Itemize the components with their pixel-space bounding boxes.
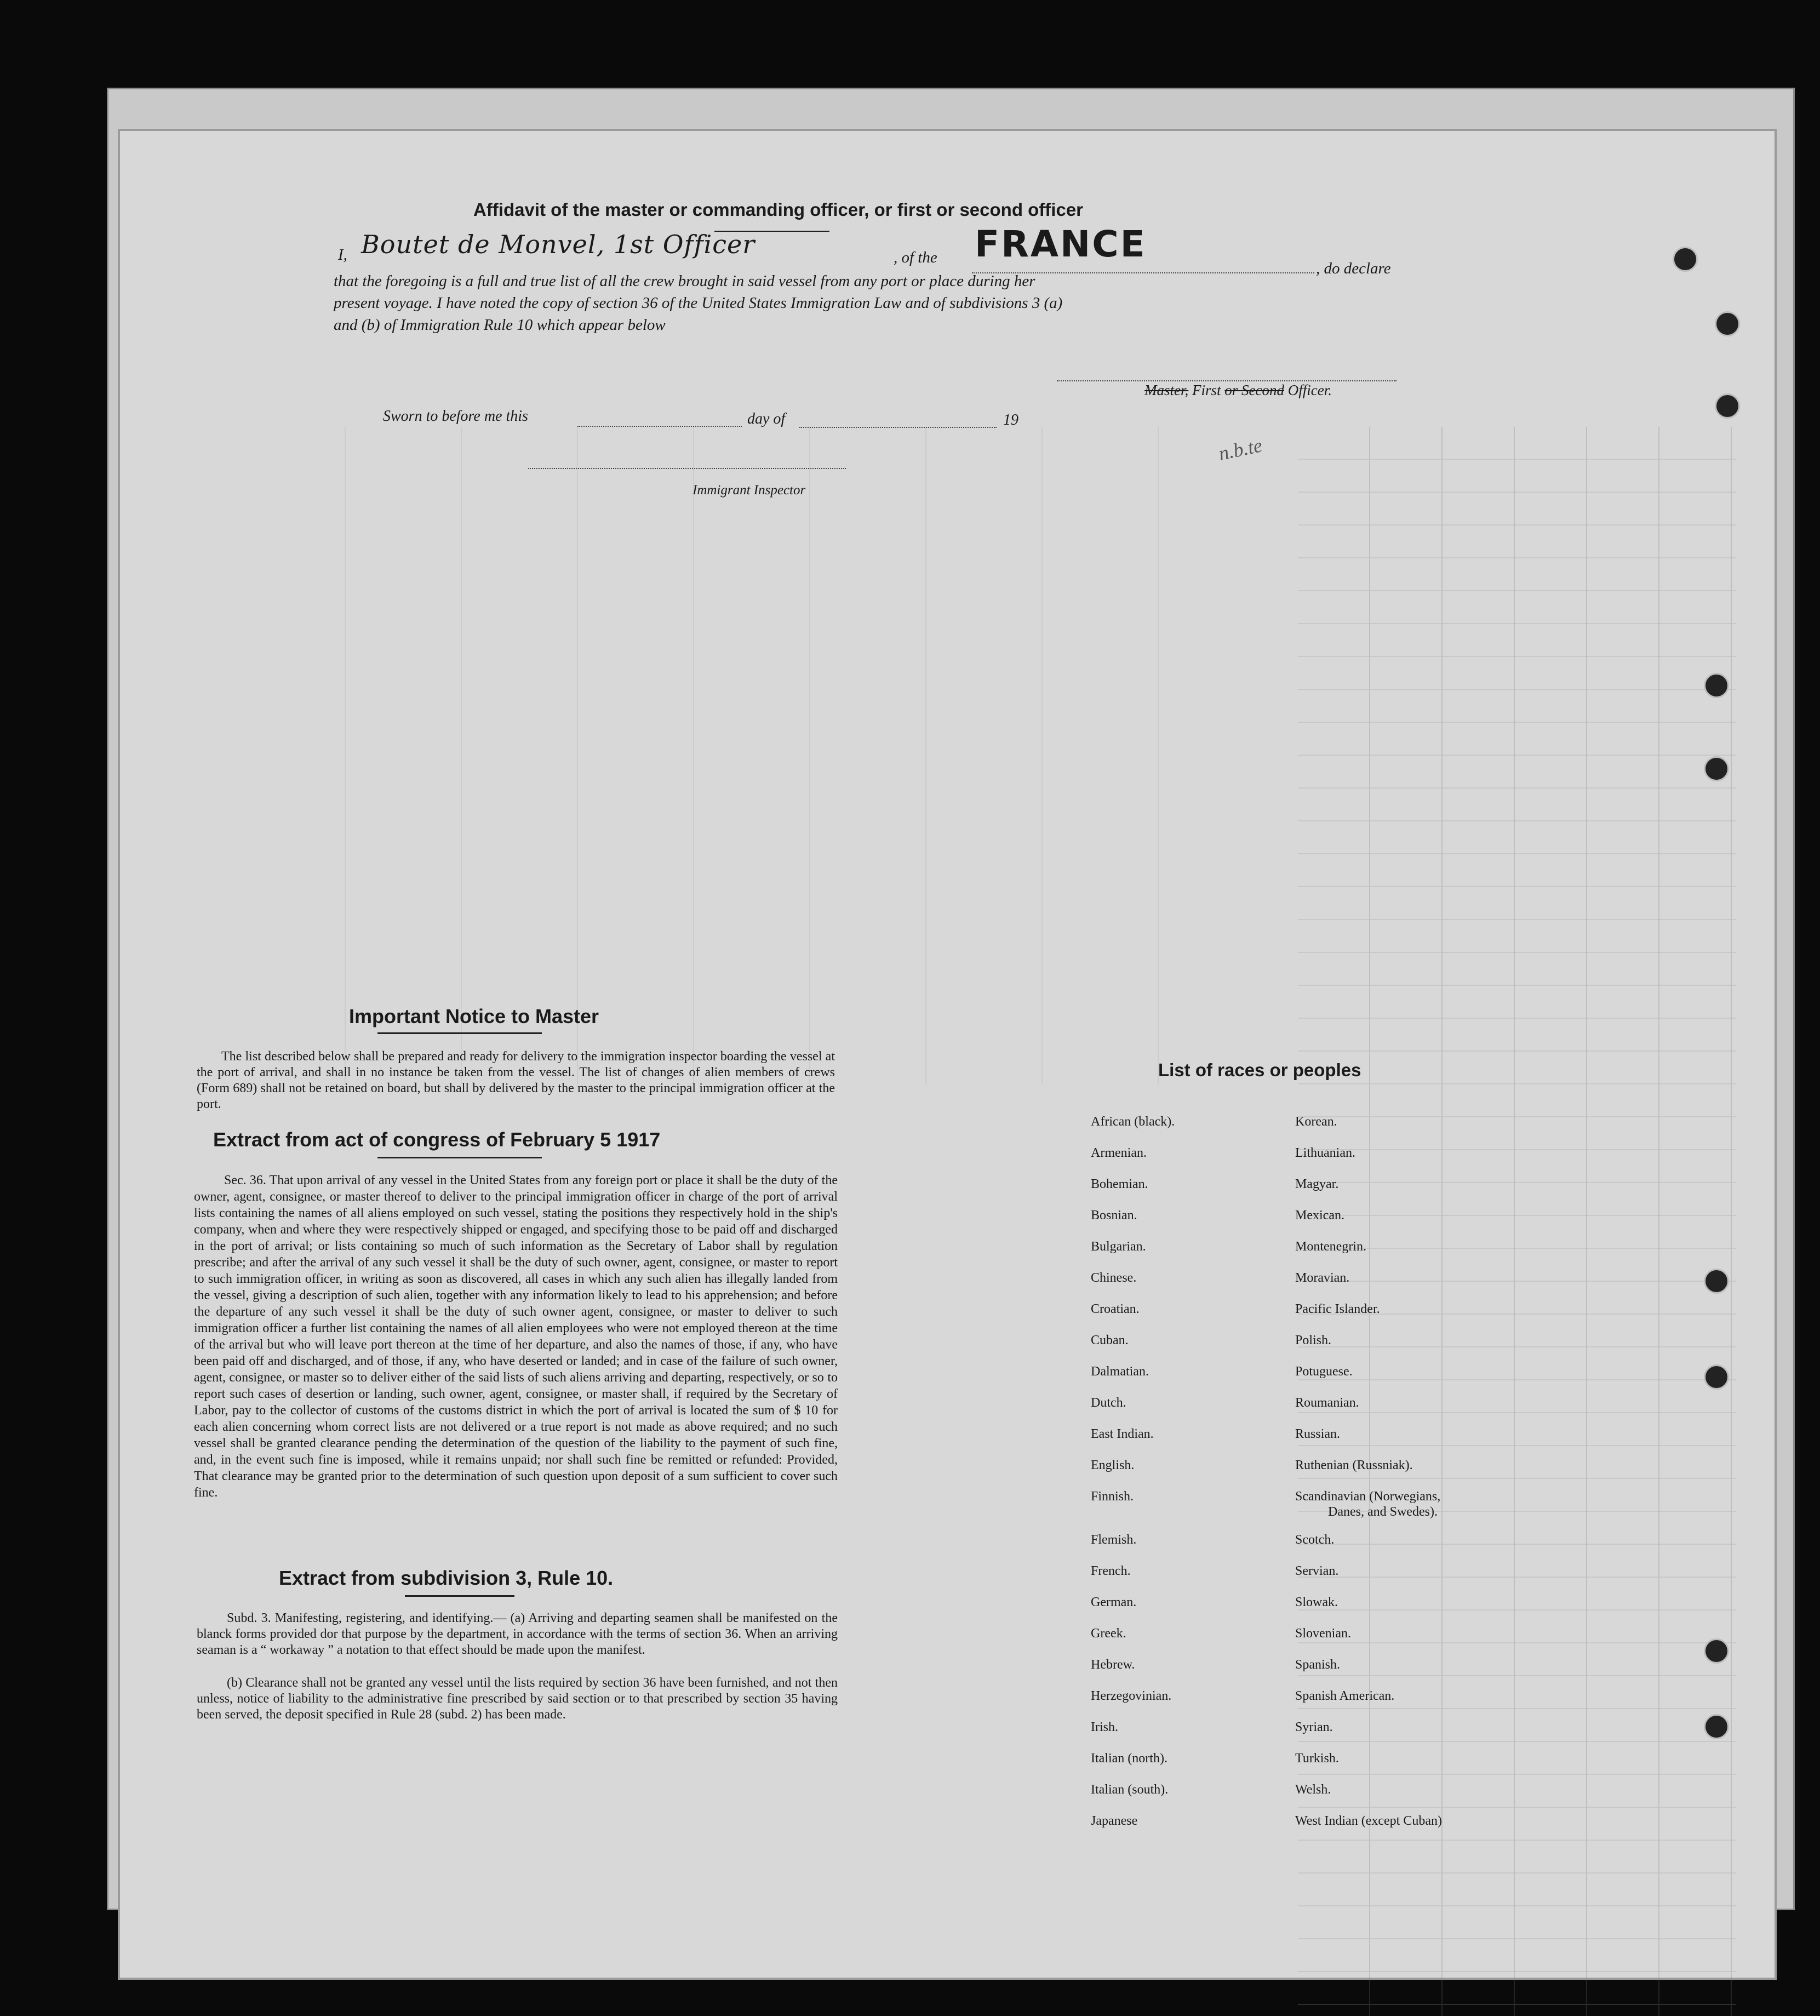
affidavit-title: Affidavit of the master or commanding officer, or first or second officer [473, 199, 1084, 220]
notice-title: Important Notice to Master [349, 1005, 599, 1027]
race-item: Greek. [1091, 1626, 1126, 1641]
race-item: East Indian. [1091, 1427, 1154, 1441]
race-item: Scandinavian (Norwegians, [1295, 1489, 1441, 1504]
race-item: French. [1091, 1564, 1131, 1578]
race-item: Moravian. [1295, 1271, 1350, 1285]
race-item-continuation: Danes, and Swedes). [1328, 1505, 1438, 1519]
race-item: Bohemian. [1091, 1177, 1148, 1191]
faded-manifest-columns [230, 427, 1270, 1084]
inspector-signature-line [528, 468, 846, 469]
race-item: Spanish. [1295, 1658, 1341, 1672]
punch-hole [1704, 1269, 1729, 1294]
race-item: Slowak. [1295, 1595, 1338, 1609]
race-item: Magyar. [1295, 1177, 1339, 1191]
punch-hole [1704, 1364, 1729, 1390]
race-item: Dutch. [1091, 1396, 1126, 1410]
punch-hole [1704, 756, 1729, 781]
faded-manifest-grid [1298, 427, 1736, 2016]
race-item: Flemish. [1091, 1533, 1137, 1547]
race-item: Servian. [1295, 1564, 1339, 1578]
race-item: Russian. [1295, 1427, 1341, 1441]
race-item: Cuban. [1091, 1333, 1129, 1347]
punch-hole [1704, 1638, 1729, 1664]
races-list-title: List of races or peoples [1158, 1060, 1361, 1080]
punch-hole [1704, 1714, 1729, 1739]
race-item: Welsh. [1295, 1783, 1331, 1797]
race-item: German. [1091, 1595, 1137, 1609]
race-item: Bulgarian. [1091, 1240, 1146, 1254]
race-item: Italian (north). [1091, 1751, 1167, 1766]
officer-master: Master, [1144, 382, 1189, 398]
race-item: Scotch. [1295, 1533, 1335, 1547]
year-prefix: 19 [1003, 412, 1018, 429]
officer-title [1144, 382, 1332, 399]
race-item: English. [1091, 1458, 1135, 1472]
section-36-text: Sec. 36. That upon arrival of any vessel in the United States from any foreign port or place it shall be the duty of the owner, agent, consignee, or master thereof to deliver to the principal immigration officer in charge of the port of arrival lists containing the names of all aliens employed on such vessel, stating the positions they respectively hold in the ship's company, when and where they were respectively shipped or engaged, and specifying those to be paid off and discharged in the port of arrival; or lists containing so much of such information as the Secretary of Labor shall by regulation prescribe; and after the arrival of any such vessel it shall be the duty of such owner, agent, consignee, or master to report to such immigration officer, in writing as soon as discovered, all cases in which any such alien has illegally landed from the vessel, giving a description of such alien, together with any information likely to lead to his apprehension; and before the departure of any such vessel it shall be the duty of such owner agent, consignee, or master to deliver to such immigration officer a further list containing the names of all alien employees who were not employed thereon at the time of the arrival but who will leave port thereon at the time of her departure, and also the names of those, if any, who have been paid off and discharged, and of those, if any, who have deserted or landed; and in case of the failure of such owner, agent, consignee, or master so to deliver either of the said lists of such aliens arriving and departing, respectively, or so to report such cases of desertion or landing, such owner, agent, consignee, or master shall, if required by the Secretary of Labor, pay to the collector of customs of the customs district in which the port of arrival is located the sum of $ 10 for each alien concerning whom correct lists are not delivered or a true report is not made as above required; and no such vessel shall be granted clearance pending the determination of the question of the liability to the payment of such fine, and, in the event such fine is imposed, while it remains unpaid; nor shall such fine be remitted or refunded: Provided, That clearance may be granted prior to the determination of such question upon deposit of a sum sufficient to cover such fine. [194, 1173, 838, 1500]
rule-extract-rule [405, 1595, 514, 1597]
sworn-text: Sworn to before me this [383, 408, 528, 425]
affidavit-page [118, 129, 1777, 1980]
race-item: Lithuanian. [1295, 1146, 1355, 1160]
vessel-name: FRANCE [975, 223, 1147, 265]
punch-hole [1715, 393, 1740, 419]
act-extract-title: Extract from act of congress of February 5 1917 [213, 1128, 661, 1151]
handwritten-initials: n.b.te [1216, 434, 1264, 465]
sworn-month-line [799, 427, 997, 428]
officer-first: First [1188, 382, 1225, 398]
officer-second: or Second [1224, 382, 1284, 398]
affidavit-text-line-3: and (b) of Immigration Rule 10 which appear below [334, 316, 666, 334]
notice-title-rule [377, 1032, 542, 1034]
race-item: Hebrew. [1091, 1658, 1135, 1672]
race-item: Slovenian. [1295, 1626, 1351, 1641]
do-declare-label: , do declare [1316, 260, 1391, 277]
race-item: Montenegrin. [1295, 1240, 1366, 1254]
race-item: Roumanian. [1295, 1396, 1359, 1410]
race-item: Dalmatian. [1091, 1364, 1149, 1379]
race-item: Syrian. [1295, 1720, 1333, 1734]
inspector-label: Immigrant Inspector [692, 483, 806, 498]
race-item: African (black). [1091, 1115, 1175, 1129]
race-item: Herzegovinian. [1091, 1689, 1172, 1703]
race-item: Korean. [1295, 1115, 1337, 1129]
race-item: Croatian. [1091, 1302, 1140, 1316]
race-item: Italian (south). [1091, 1783, 1169, 1797]
affidavit-text-line-2: present voyage. I have noted the copy of section 36 of the United States Immigration Law and of subdivisions 3 (a) [334, 294, 1063, 312]
race-item: Finnish. [1091, 1489, 1134, 1504]
race-item: Bosnian. [1091, 1208, 1137, 1223]
race-item: West Indian (except Cuban) [1295, 1814, 1442, 1828]
race-item: Irish. [1091, 1720, 1118, 1734]
race-item: Armenian. [1091, 1146, 1147, 1160]
subdivision-3b-text: (b) Clearance shall not be granted any vessel until the lists required by section 36 have been furnished, and not then unless, notice of liability to the administrative fine prescribed by said section or to that prescribed by section 35 having been served, the deposit specified in Rule 28 (subd. 2) has been made. [197, 1676, 838, 1722]
officer-suffix: Officer. [1284, 382, 1332, 398]
notice-body: The list described below shall be prepared and ready for delivery to the immigration inspector boarding the vessel at the port of arrival, and shall in no instance be taken from the vessel. The list of changes of alien members of crews (Form 689) shall not be retained on board, but shall by delivered by the master to the principal immigration officer at the port. [197, 1049, 835, 1111]
punch-hole [1704, 673, 1729, 698]
race-item: Pacific Islander. [1295, 1302, 1380, 1316]
race-item: Spanish American. [1295, 1689, 1395, 1703]
race-item: Turkish. [1295, 1751, 1339, 1766]
affidavit-text-line-1: that the foregoing is a full and true list of all the crew brought in said vessel from any port or place during her [334, 272, 1035, 290]
subdivision-3a-text: Subd. 3. Manifesting, registering, and identifying.— (a) Arriving and departing seamen shall be manifested on the blanck forms provided dor that purpose by the department, in accordance with the terms of section 36. When an arriving seaman is a “ workaway ” a notation to that effect should be made upon the manifest. [197, 1611, 838, 1657]
signature-line [1057, 380, 1397, 381]
race-item: Potuguese. [1295, 1364, 1353, 1379]
punch-hole [1673, 247, 1698, 272]
act-extract-rule [377, 1157, 542, 1158]
punch-hole [1715, 311, 1740, 336]
day-of-label: day of [747, 410, 786, 427]
race-item: Japanese [1091, 1814, 1138, 1828]
rule-extract-title: Extract from subdivision 3, Rule 10. [279, 1567, 614, 1589]
of-the-label: , of the [894, 249, 937, 266]
race-item: Polish. [1295, 1333, 1332, 1347]
sworn-day-line [577, 426, 742, 427]
race-item: Chinese. [1091, 1271, 1137, 1285]
race-item: Ruthenian (Russniak). [1295, 1458, 1413, 1472]
race-item: Mexican. [1295, 1208, 1344, 1223]
declarant-prefix: I, [338, 246, 347, 264]
declarant-signature: Boutet de Monvel, 1st Officer [361, 230, 756, 259]
